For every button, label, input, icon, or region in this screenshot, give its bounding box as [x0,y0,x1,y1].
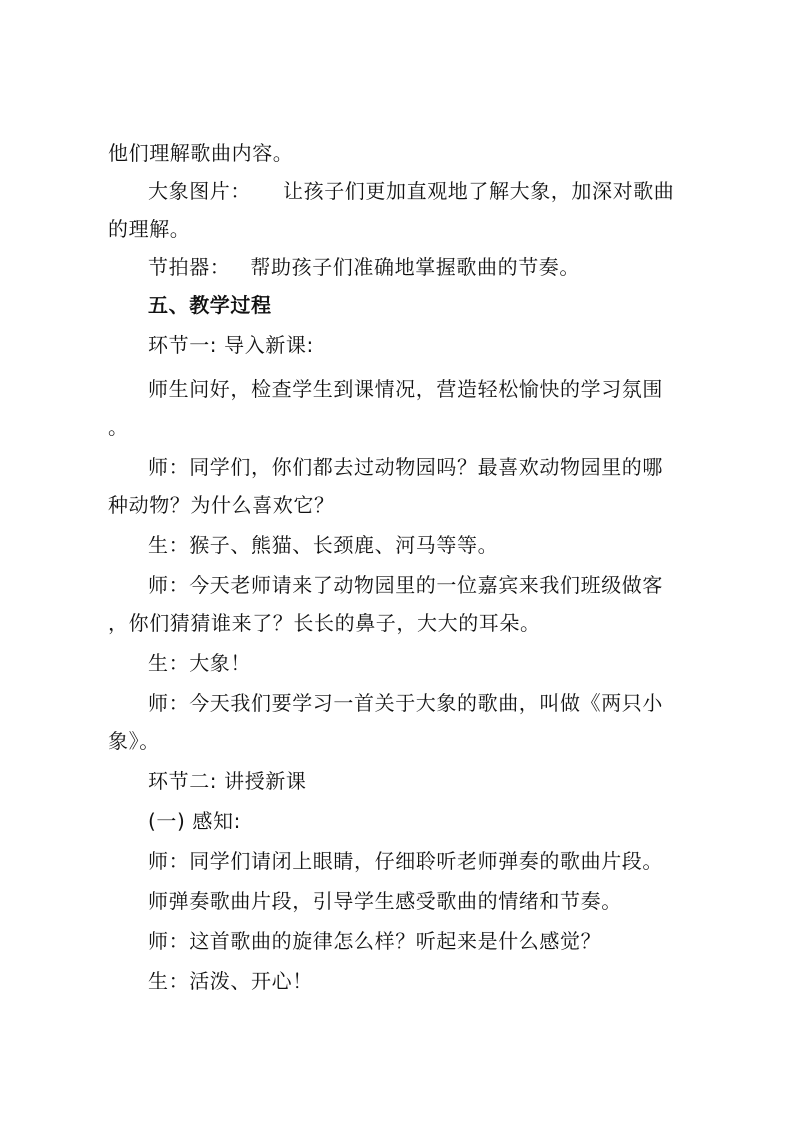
paragraph-line: 师：这首歌曲的旋律怎么样？听起来是什么感觉？ [148,929,602,953]
paragraph-line: 的理解。 [108,217,191,241]
paragraph-line: 师：今天我们要学习一首关于大象的歌曲，叫做《两只小 [148,691,663,715]
subsection-heading: 环节二: 讲授新课 [148,769,307,793]
materials-label: 大象图片： [148,179,251,203]
section-heading: 五、教学过程 [148,293,272,317]
subsection-heading: (一) 感知: [148,809,241,833]
subsection-heading: 环节一: 导入新课: [148,333,314,357]
paragraph-line: ，你们猜猜谁来了？长长的鼻子，大大的耳朵。 [108,611,541,635]
paragraph-line: 种动物？为什么喜欢它？ [108,493,335,517]
paragraph-line: 生：大象！ [148,651,251,675]
paragraph-line: 师弹奏歌曲片段，引导学生感受歌曲的情绪和节奏。 [148,889,622,913]
materials-label: 节拍器： [148,255,231,279]
paragraph-line: 师：今天老师请来了动物园里的一位嘉宾来我们班级做客 [148,573,663,597]
paragraph-line: 他们理解歌曲内容。 [108,141,294,165]
paragraph-line: 师生问好，检查学生到课情况，营造轻松愉快的学习氛围 [148,377,663,401]
paragraph-line: 师：同学们请闭上眼睛，仔细聆听老师弹奏的歌曲片段。 [148,849,663,873]
paragraph-line: 象》。 [108,729,160,753]
paragraph-line: 生：猴子、熊猫、长颈鹿、河马等等。 [148,533,499,557]
paragraph-line: 。 [108,415,129,439]
materials-description: 让孩子们更加直观地了解大象，加深对歌曲 [283,179,675,203]
paragraph-line [148,176,698,206]
paragraph-line: 生：活泼、开心！ [148,969,313,993]
materials-description: 帮助孩子们准确地掌握歌曲的节奏。 [250,255,581,279]
paragraph-line: 师：同学们，你们都去过动物园吗？最喜欢动物园里的哪 [148,455,663,479]
paragraph-line [148,252,698,282]
